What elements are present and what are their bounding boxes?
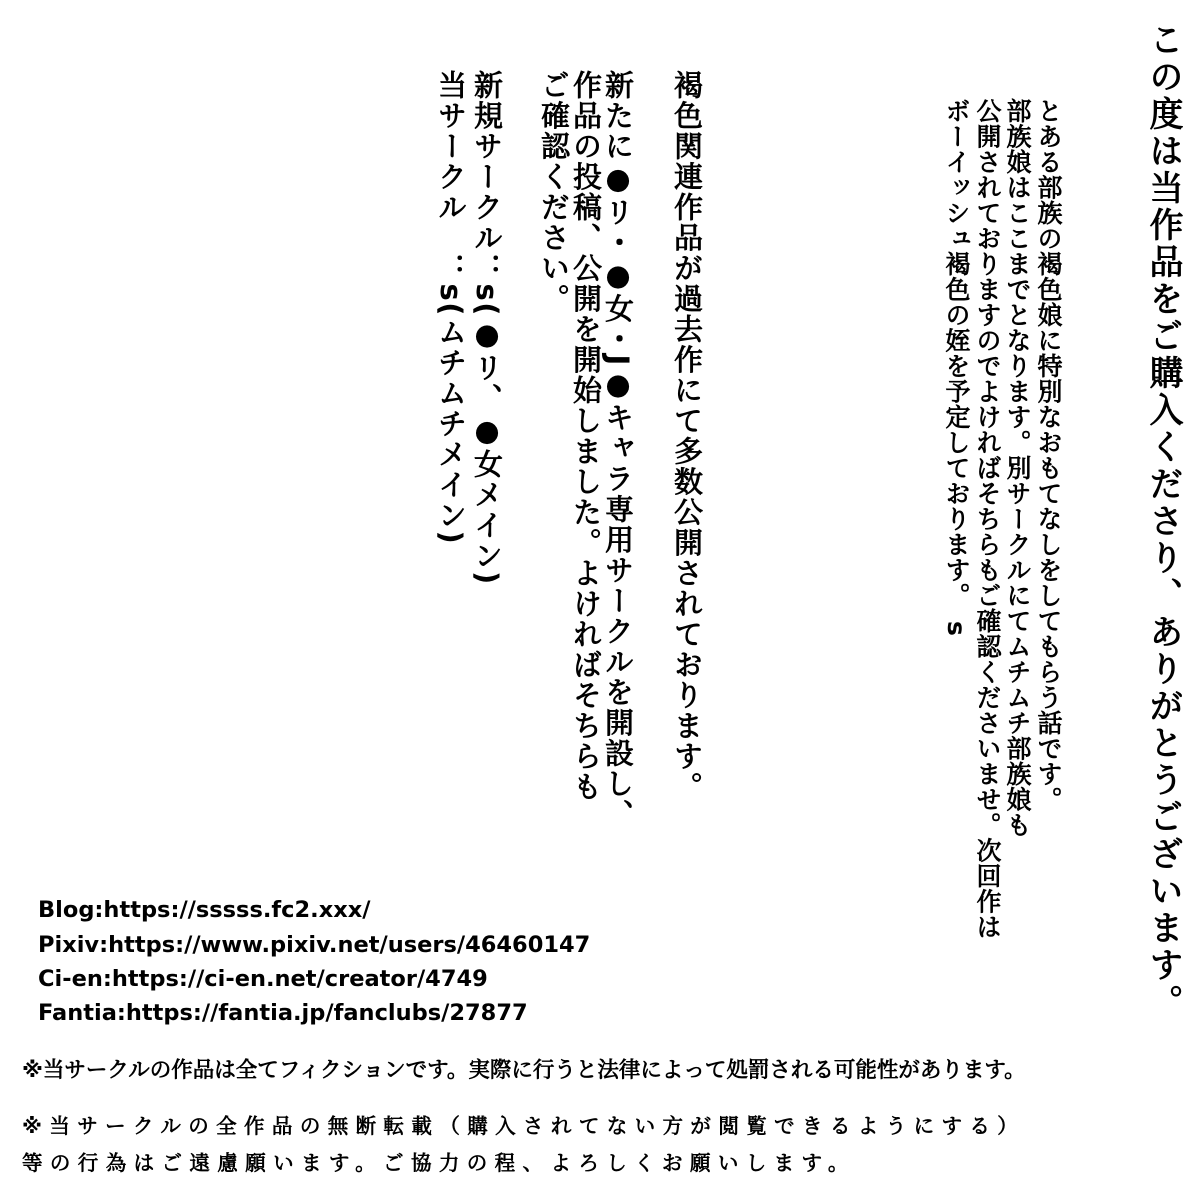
afterword-line: 公開されておりますのでよければそちらもご確認くださいませ。次回作は xyxy=(973,98,1002,940)
afterword-line: とある部族の褐色娘に特別なおもてなしをしてもらう話です。 xyxy=(1034,98,1063,812)
blog-link[interactable]: Blog:https://sssss.fc2.xxx/ xyxy=(38,897,371,923)
announcement-line: 褐色関連作品が過去作にて多数公開されております。 xyxy=(670,70,704,802)
reprint-notice-line2: 等の行為はご遠慮願います。ご協力の程、よろしくお願いします。 xyxy=(22,1151,856,1175)
pixiv-link[interactable]: Pixiv:https://www.pixiv.net/users/46460147 xyxy=(38,932,591,958)
announcement-line: 新たに●リ・●女・J●キャラ専用サークルを開設し、 xyxy=(601,70,635,830)
this-circle-line: 当サークル ：s(ムチムチメイン) xyxy=(434,70,468,546)
thanks-heading: この度は当作品をご購入くださり、ありがとうございます。 xyxy=(1143,22,1183,1021)
afterword-line: ボーイッシュ褐色の姪を予定しております。 s xyxy=(942,98,971,637)
fiction-notice: ※当サークルの作品は全てフィクションです。実際に行うと法律によって処罰される可能性があります。 xyxy=(22,1058,1026,1083)
fantia-link[interactable]: Fantia:https://fantia.jp/fanclubs/27877 xyxy=(38,1000,528,1026)
announcement-line: 作品の投稿、公開を開始しました。よければそちらも xyxy=(569,70,603,802)
afterword-line: 部族娘はここまでとなります。別サークルにてムチムチ部族娘も xyxy=(1003,98,1032,838)
announcement-line: ご確認ください。 xyxy=(537,70,571,314)
new-circle-line: 新規サークル：s(●リ、●女メイン) xyxy=(470,70,504,586)
ci-en-link[interactable]: Ci-en:https://ci-en.net/creator/4749 xyxy=(38,966,488,992)
reprint-notice-line1: ※当サークルの全作品の無断転載（購入されてない方が閲覧できるようにする） xyxy=(22,1114,1026,1138)
